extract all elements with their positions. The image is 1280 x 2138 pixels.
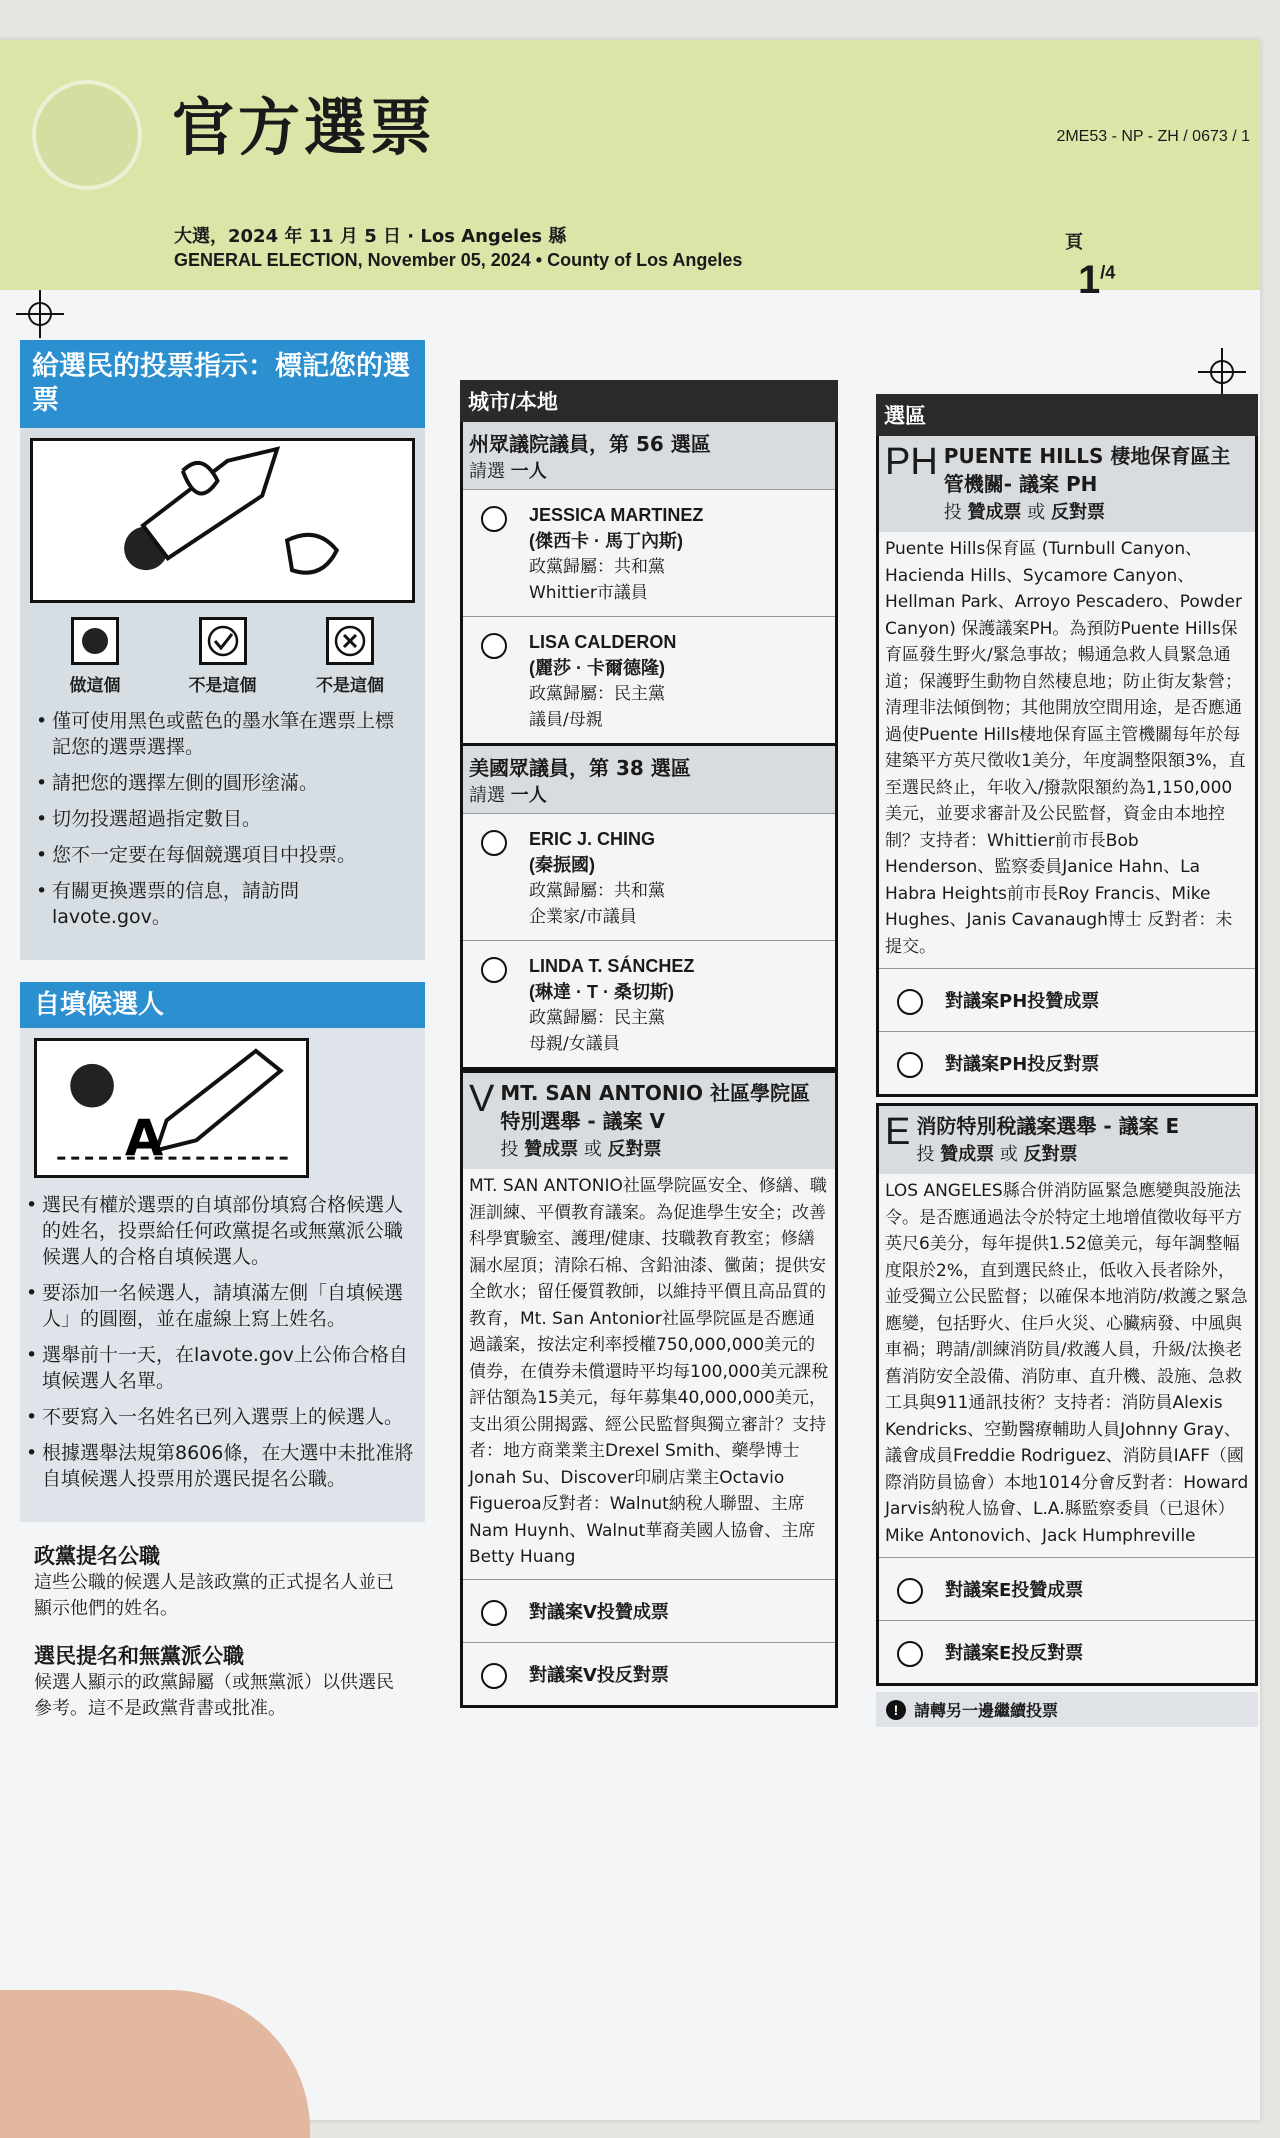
sub-pre: 投 (943, 502, 962, 523)
candidate-details (529, 629, 676, 733)
measure-title: 消防特別稅議案選舉 - 議案 E (916, 1114, 1180, 1138)
page-current: 1 (1078, 258, 1101, 302)
contest-state-assembly (460, 422, 838, 746)
mark-caption: 做這個 (69, 676, 121, 696)
instruction-item: • 請把您的選擇左側的圓形塗滿。 (36, 770, 409, 796)
page-number (1078, 258, 1115, 303)
vote-oval[interactable] (481, 830, 507, 856)
candidate-name-zh: (秦振國) (529, 855, 595, 875)
pen-illustration (33, 441, 412, 600)
vote-oval[interactable] (481, 633, 507, 659)
measure-vote-instruction (916, 1140, 1179, 1166)
candidate-party: 政黨歸屬：共和黨 (529, 557, 665, 577)
vote-oval[interactable] (897, 1641, 923, 1667)
instruction-item: • 切勿投選超過指定數目。 (36, 806, 409, 832)
measure-text: MT. SAN ANTONIO社區學院區安全、修繕、職涯訓練、平價教育議案。為促進學生安全；改善科學實驗室、護理/健康、技職教育教室；修繕漏水屋頂；清除石棉、含鉛油漆、黴菌；提供安全飲水；留任優質教師，以維持平價且高品質的教育，Mt. San Antonior社區學院區是否應通過議案，按法定利率授權750,000,000美元的債券，在債券未償還時平均每100,000美元課稅評估額為15美元，每年募集40,000,000美元，支出須公開揭露、經公民監督與獨立審計？支持者：地方商業業主Drexel Smith、藥學博士Jonah Su、Discover印刷店業主Octavio Figueroa反對者：Walnut納稅人聯盟、主席Nam Huynh、Walnut華裔美國人協會、主席Betty Huang (469, 1176, 829, 1567)
vote-oval[interactable] (481, 957, 507, 983)
vote-oval[interactable] (481, 506, 507, 532)
contest-title: 美國眾議員，第 38 選區 (469, 756, 691, 780)
vote-oval[interactable] (897, 1578, 923, 1604)
measure-yes-choice[interactable] (879, 968, 1255, 1031)
instructions-column (20, 340, 425, 1722)
sub-yes: 贊成票 (967, 502, 1022, 523)
party-notes (20, 1540, 425, 1722)
continue-text: 請轉另一邊繼續投票 (914, 1701, 1059, 1720)
mark-caption: 不是這個 (188, 676, 257, 696)
filled-oval-icon (71, 617, 119, 665)
measure-text: LOS ANGELES縣合併消防區緊急應變與設施法令。是否應通過法令於特定土地增值徵收每平方英尺6美分，每年提供1.52億美元，每年調整幅度限於2%，直到選民終止，低收入長者除外，並受獨立公民監督；以確保本地消防/救護之緊急應變，包括野火、住戶火災、心臟病發、中風與車禍；聘請/訓練消防員/救護人員，升級/汰換老舊消防安全設備、消防車、直升機、設施、急救工具與911通訊技術？支持者：消防員Alexis Kendricks、空勤醫療輔助人員Johnny Gray、議會成員Freddie Rodriguez、消防員IAFF（國際消防員協會）本地1014分會反對者：Howard Jarvis納稅人協會、L.A.縣監察委員（已退休）Mike Antonovich、Jack Humphreville (885, 1181, 1249, 1546)
candidate-name-zh: (琳達 · T · 桑切斯) (529, 982, 674, 1002)
measure-heading (500, 1079, 829, 1161)
mark-examples (30, 603, 415, 700)
write-in-box (20, 1028, 425, 1522)
mark-example-correct (40, 617, 150, 696)
party-office-text: 這些公職的候選人是該政黨的正式提名人並已顯示他們的姓名。 (34, 1572, 394, 1619)
measure-text: Puente Hills保育區 (Turnbull Canyon、Hacienda Hills、Sycamore Canyon、Hellman Park、Arroyo Pescadero、Powder Canyon) 保護議案PH。為預防Puente Hills保育區發生野火/緊急事故；暢通急救人員緊急通道；保護野生動物自然棲息地；防止街友紮營；清理非法傾倒物；其他開放空間用途，是否應通過使Puente Hills棲地保育區主管機關每年於每建築平方英尺徵收1美分，年度調整限額3%，直至選民終止，年收入/撥款限額約為1,150,000美元，並要求審計及公民監督，資金由本地控制？支持者：Whittier前市長Bob Henderson、監察委員Janice Hahn、La Habra Heights前市長Roy Francis、Mike Hughes、Janis Cavanaugh博士 反對者：未提交。 (885, 539, 1246, 957)
measure-title: MT. SAN ANTONIO 社區學院區特別選舉 - 議案 V (500, 1081, 811, 1133)
measure-title: PUENTE HILLS 棲地保育區主管機關- 議案 PH (943, 444, 1231, 496)
candidate-details (529, 502, 703, 606)
sub-or: 或 (583, 1139, 602, 1160)
measure-header (463, 1073, 835, 1169)
candidate-party: 政黨歸屬：共和黨 (529, 881, 665, 901)
sub-yes: 贊成票 (940, 1144, 995, 1165)
election-date-en: GENERAL ELECTION, November 05, 2024 • County of Los Angeles (174, 250, 743, 270)
sub-no: 反對票 (1051, 502, 1105, 523)
measure-heading (916, 1112, 1179, 1166)
candidate-name-zh: (傑西卡 · 馬丁內斯) (529, 531, 683, 551)
measure-header (879, 436, 1255, 532)
candidate-occupation: Whittier市議員 (529, 583, 648, 603)
write-in-list (20, 1178, 425, 1512)
instructions-heading: 給選民的投票指示：標記您的選票 (20, 340, 425, 428)
candidate-name: JESSICA MARTINEZ (529, 505, 704, 525)
candidate-row[interactable] (463, 489, 835, 616)
write-in-item: • 不要寫入一名姓名已列入選票上的候選人。 (26, 1404, 419, 1430)
measure-no-choice[interactable] (879, 1031, 1255, 1094)
instruction-list (30, 700, 415, 950)
page-label: 頁 (1065, 232, 1083, 253)
candidate-name: ERIC J. CHING (529, 829, 656, 849)
measure-yes-choice[interactable] (879, 1557, 1255, 1620)
measure-v (460, 1070, 838, 1708)
contest-header (463, 422, 835, 489)
measure-vote-instruction (944, 498, 1249, 524)
svg-text:A: A (124, 1109, 164, 1168)
candidate-name-zh: (麗莎 · 卡爾德隆) (529, 658, 665, 678)
sub-no: 反對票 (607, 1139, 662, 1160)
choice-label: 對議案E投反對票 (945, 1643, 1084, 1664)
candidate-name: LINDA T. SÁNCHEZ (529, 956, 695, 976)
voter-office-title: 選民提名和無黨派公職 (34, 1644, 244, 1668)
alert-icon: ! (886, 1700, 906, 1720)
district-contests-column (876, 394, 1258, 1727)
measure-letter: V (469, 1078, 495, 1120)
vote-for-count: 一人 (510, 785, 547, 806)
write-in-item: • 選舉前十一天，在lavote.gov上公佈合格自填候選人名單。 (26, 1342, 419, 1394)
document-code: 2ME53 - NP - ZH / 0673 / 1 (1056, 128, 1250, 145)
page-total: /4 (1100, 262, 1116, 283)
mark-example-check (168, 617, 278, 696)
local-contests-column (460, 380, 838, 1708)
choice-label: 對議案E投贊成票 (945, 1580, 1084, 1601)
voter-office-text: 候選人顯示的政黨歸屬（或無黨派）以供選民參考。這不是政黨背書或批准。 (34, 1672, 394, 1719)
write-in-item: • 根據選舉法規第8606條，在大選中未批准將自填候選人投票用於選民提名公職。 (26, 1440, 419, 1492)
cross-oval-icon (326, 617, 374, 665)
write-in-item: • 選民有權於選票的自填部份填寫合格候選人的姓名，投票給任何政黨提名或無黨派公職候選人的合格自填候選人。 (26, 1192, 419, 1270)
contest-title: 州眾議院議員，第 56 選區 (469, 432, 711, 456)
measure-e (876, 1103, 1258, 1686)
candidate-details (529, 953, 694, 1057)
contest-us-representative (460, 746, 838, 1070)
instructions-box (20, 428, 425, 960)
vote-for-prefix: 請選 (469, 461, 505, 482)
choice-label: 對議案V投反對票 (529, 1664, 669, 1686)
instruction-item: • 您不一定要在每個競選項目中投票。 (36, 842, 409, 868)
choice-label: 對議案V投贊成票 (529, 1601, 669, 1623)
measure-header (879, 1106, 1255, 1174)
choice-label: 對議案PH投反對票 (945, 1054, 1100, 1075)
check-oval-icon (199, 617, 247, 665)
vote-oval[interactable] (481, 1600, 507, 1626)
sub-pre: 投 (916, 1144, 935, 1165)
pen-fill-illustration-icon (30, 438, 415, 603)
instruction-item: • 僅可使用黑色或藍色的墨水筆在選票上標記您的選票選擇。 (36, 708, 409, 760)
vote-for-prefix: 請選 (469, 785, 505, 806)
registration-mark-icon (1198, 348, 1246, 396)
section-bar-city-local: 城市/本地 (460, 380, 838, 422)
county-seal-icon (32, 80, 142, 190)
ballot-title: 官方選票 (172, 91, 437, 164)
mark-caption: 不是這個 (316, 676, 384, 696)
sub-or: 或 (1027, 502, 1046, 523)
measure-letter: PH (885, 441, 938, 483)
vote-oval[interactable] (481, 1663, 507, 1689)
registration-mark-icon (16, 290, 64, 338)
election-date-zh: 大選，2024 年 11 月 5 日 · Los Angeles 縣 (174, 226, 567, 247)
candidate-occupation: 企業家/市議員 (529, 907, 637, 927)
measure-ph (876, 436, 1258, 1097)
sub-pre: 投 (500, 1139, 519, 1160)
candidate-party: 政黨歸屬：民主黨 (529, 1008, 665, 1028)
candidate-row[interactable] (463, 813, 835, 940)
measure-vote-instruction (500, 1135, 829, 1161)
candidate-name: LISA CALDERON (529, 632, 677, 652)
candidate-occupation: 母親/女議員 (529, 1034, 620, 1054)
write-in-illustration-icon (34, 1038, 309, 1178)
vote-for (469, 781, 829, 807)
candidate-details (529, 826, 665, 930)
write-in-item: • 要添加一名候選人，請填滿左側「自填候選人」的圓圈，並在虛線上寫上姓名。 (26, 1280, 419, 1332)
continue-notice (876, 1692, 1258, 1727)
sub-no: 反對票 (1023, 1144, 1078, 1165)
candidate-occupation: 議員/母親 (529, 710, 603, 730)
sub-yes: 贊成票 (524, 1139, 579, 1160)
candidate-row[interactable] (463, 940, 835, 1067)
party-office-title: 政黨提名公職 (34, 1544, 160, 1568)
measure-yes-choice[interactable] (463, 1579, 835, 1642)
vote-for-count: 一人 (510, 461, 547, 482)
measure-no-choice[interactable] (879, 1620, 1255, 1683)
vote-for (469, 457, 829, 483)
mark-example-cross (295, 617, 405, 696)
contest-header (463, 746, 835, 813)
sub-or: 或 (999, 1144, 1018, 1165)
vote-oval[interactable] (897, 1052, 923, 1078)
choice-label: 對議案PH投贊成票 (945, 991, 1100, 1012)
vote-oval[interactable] (897, 989, 923, 1015)
measure-no-choice[interactable] (463, 1642, 835, 1705)
measure-letter: E (885, 1111, 911, 1153)
write-in-heading: 自填候選人 (20, 982, 425, 1028)
write-in-pen (37, 1041, 306, 1175)
candidate-row[interactable] (463, 616, 835, 743)
candidate-party: 政黨歸屬：民主黨 (529, 684, 665, 704)
instruction-item: • 有關更換選票的信息，請訪問 lavote.gov。 (36, 878, 409, 930)
section-bar-district: 選區 (876, 394, 1258, 436)
measure-heading (944, 442, 1249, 524)
